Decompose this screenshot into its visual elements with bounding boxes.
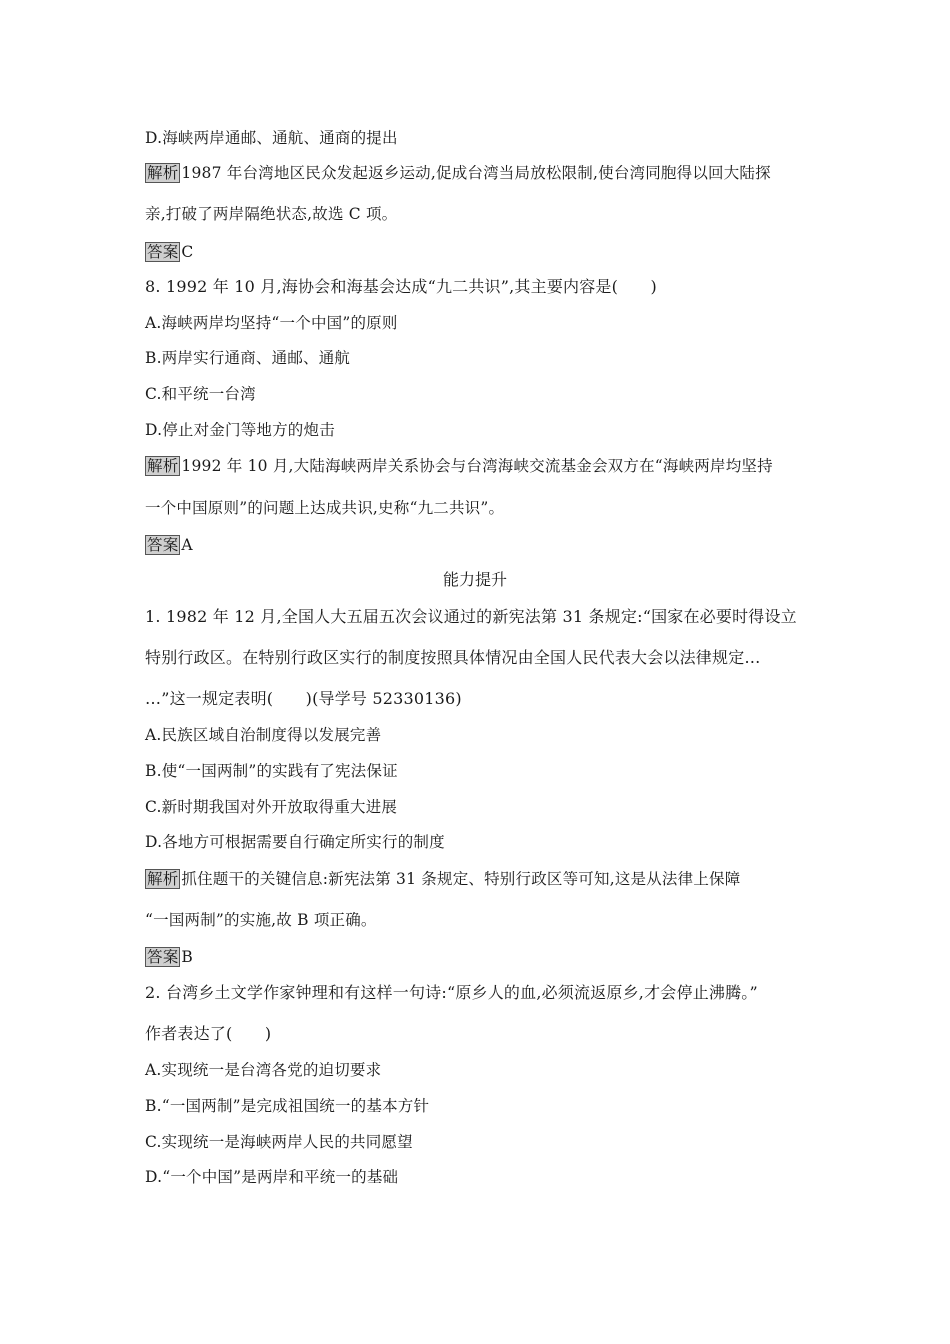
q7-analysis bbox=[145, 163, 771, 183]
q8-stem: 8. 1992 年 10 月,海协会和海基会达成“九二共识”,其主要内容是( ) bbox=[145, 277, 657, 296]
p1-stem-1: 1. 1982 年 12 月,全国人大五届五次会议通过的新宪法第 31 条规定:“国家在必要时得设立 bbox=[145, 607, 797, 626]
p1-option-a: A.民族区域自治制度得以发展完善 bbox=[145, 726, 382, 744]
p2-option-a: A.实现统一是台湾各党的迫切要求 bbox=[145, 1061, 382, 1079]
analysis-label: 解析 bbox=[147, 457, 179, 475]
p1-stem-2: 特别行政区。在特别行政区实行的制度按照具体情况由全国人民代表大会以法律规定… bbox=[145, 648, 761, 667]
answer-label: 答案 bbox=[147, 948, 179, 966]
p2-option-d: D.“一个中国”是两岸和平统一的基础 bbox=[145, 1168, 399, 1186]
q8-option-c: C.和平统一台湾 bbox=[145, 385, 256, 403]
p2-stem-1: 2. 台湾乡土文学作家钟理和有这样一句诗:“原乡人的血,必须流返原乡,才会停止沸腾。” bbox=[145, 983, 758, 1002]
q7-option-d: D.海峡两岸通邮、通航、通商的提出 bbox=[145, 129, 398, 147]
p1-option-c: C.新时期我国对外开放取得重大进展 bbox=[145, 798, 398, 816]
p2-stem-2: 作者表达了( ) bbox=[145, 1024, 272, 1043]
answer-label: 答案 bbox=[147, 243, 179, 261]
p1-option-b: B.使“一国两制”的实践有了宪法保证 bbox=[145, 762, 398, 780]
q8-answer bbox=[145, 535, 193, 555]
p1-option-d: D.各地方可根据需要自行确定所实行的制度 bbox=[145, 833, 445, 851]
p1-analysis-text-2: “一国两制”的实施,故 B 项正确。 bbox=[145, 911, 377, 929]
answer-label: 答案 bbox=[147, 536, 179, 554]
q8-answer-value: A bbox=[181, 536, 193, 554]
q7-answer bbox=[145, 242, 193, 262]
analysis-label: 解析 bbox=[147, 870, 179, 888]
p1-stem-3: …”这一规定表明( )(导学号 52330136) bbox=[145, 689, 462, 708]
q7-analysis-text-2: 亲,打破了两岸隔绝状态,故选 C 项。 bbox=[145, 205, 398, 223]
p1-answer-value: B bbox=[181, 948, 193, 966]
q8-analysis bbox=[145, 456, 773, 476]
p2-option-c: C.实现统一是海峡两岸人民的共同愿望 bbox=[145, 1133, 413, 1151]
section-title: 能力提升 bbox=[442, 570, 507, 589]
q7-analysis-text-1: 1987 年台湾地区民众发起返乡运动,促成台湾当局放松限制,使台湾同胞得以回大陆探 bbox=[181, 164, 771, 182]
q8-option-b: B.两岸实行通商、通邮、通航 bbox=[145, 349, 351, 367]
q7-answer-value: C bbox=[181, 243, 194, 261]
q8-analysis-text-1: 1992 年 10 月,大陆海峡两岸关系协会与台湾海峡交流基金会双方在“海峡两岸均坚持 bbox=[181, 457, 773, 475]
analysis-label: 解析 bbox=[147, 164, 179, 182]
p1-analysis bbox=[145, 869, 740, 889]
q8-analysis-text-2: 一个中国原则”的问题上达成共识,史称“九二共识”。 bbox=[145, 499, 505, 517]
p2-option-b: B.“一国两制”是完成祖国统一的基本方针 bbox=[145, 1097, 430, 1115]
p1-analysis-text-1: 抓住题干的关键信息:新宪法第 31 条规定、特别行政区等可知,这是从法律上保障 bbox=[181, 870, 741, 888]
p1-answer bbox=[145, 947, 193, 967]
q8-option-a: A.海峡两岸均坚持“一个中国”的原则 bbox=[145, 314, 398, 332]
q8-option-d: D.停止对金门等地方的炮击 bbox=[145, 421, 335, 439]
